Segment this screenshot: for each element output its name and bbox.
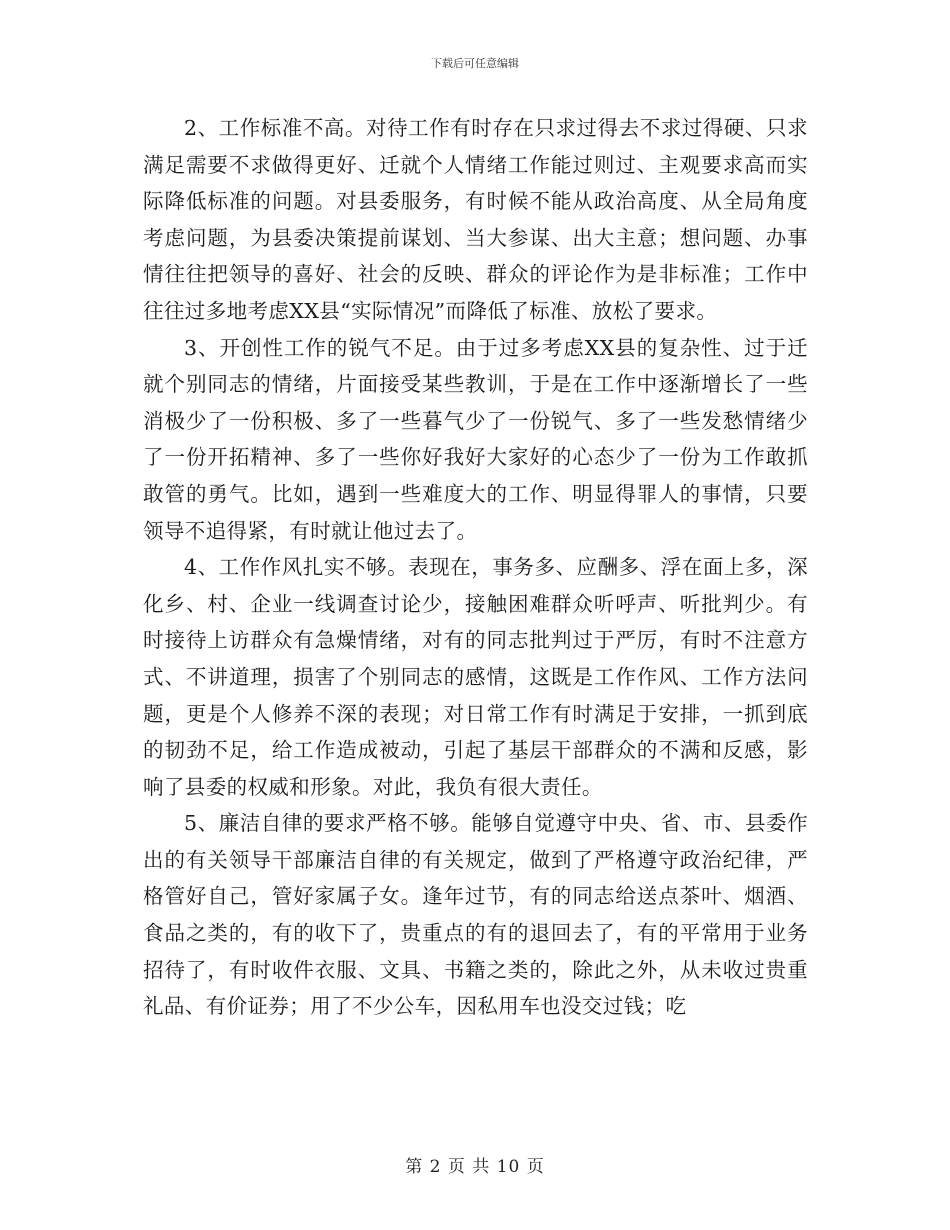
document-body (143, 110, 808, 1025)
header-note: 下载后可任意编辑 (431, 57, 519, 70)
page-number-footer: 第 2 页 共 10 页 (405, 1157, 545, 1177)
paragraph-2: 2、工作标准不高。对待工作有时存在只求过得去不求过得硬、只求满足需要不求做得更好、迁就个人情绪工作能过则过、主观要求高而实际降低标准的问题。对县委服务，有时候不能从政治高度、从全局角度考虑问题，为县委决策提前谋划、当大参谋、出大主意；想问题、办事情往往把领导的喜好、社会的反映、群众的评论作为是非标准；工作中往往过多地考虑XX县“实际情况”而降低了标准、放松了要求。 (143, 116, 808, 323)
paragraph-5: 5、廉洁自律的要求严格不够。能够自觉遵守中央、省、市、县委作出的有关领导干部廉洁自律的有关规定，做到了严格遵守政治纪律，严格管好自己，管好家属子女。逢年过节，有的同志给送点茶叶、烟酒、食品之类的，有的收下了，贵重点的有的退回去了，有的平常用于业务招待了，有时收件衣服、文具、书籍之类的，除此之外，从未收过贵重礼品、有价证券；用了不少公车，因私用车也没交过钱；吃 (143, 811, 808, 1019)
paragraph-3: 3、开创性工作的锐气不足。由于过多考虑XX县的复杂性、过于迁就个别同志的情绪，片面接受某些教训，于是在工作中逐渐增长了一些消极少了一份积极、多了一些暮气少了一份锐气、多了一些发愁情绪少了一份开拓精神、多了一些你好我好大家好的心态少了一份为工作敢抓敢管的勇气。比如，遇到一些难度大的工作、明显得罪人的事情，只要领导不追得紧，有时就让他过去了。 (143, 335, 808, 543)
paragraph-4: 4、工作作风扎实不够。表现在，事务多、应酬多、浮在面上多，深化乡、村、企业一线调查讨论少，接触困难群众听呼声、听批判少。有时接待上访群众有急燥情绪，对有的同志批判过于严厉，有时不注意方式、不讲道理，损害了个别同志的感情，这既是工作作风、工作方法问题，更是个人修养不深的表现；对日常工作有时满足于安排，一抓到底的韧劲不足，给工作造成被动，引起了基层干部群众的不满和反感，影响了县委的权威和形象。对此，我负有很大责任。 (143, 555, 808, 799)
